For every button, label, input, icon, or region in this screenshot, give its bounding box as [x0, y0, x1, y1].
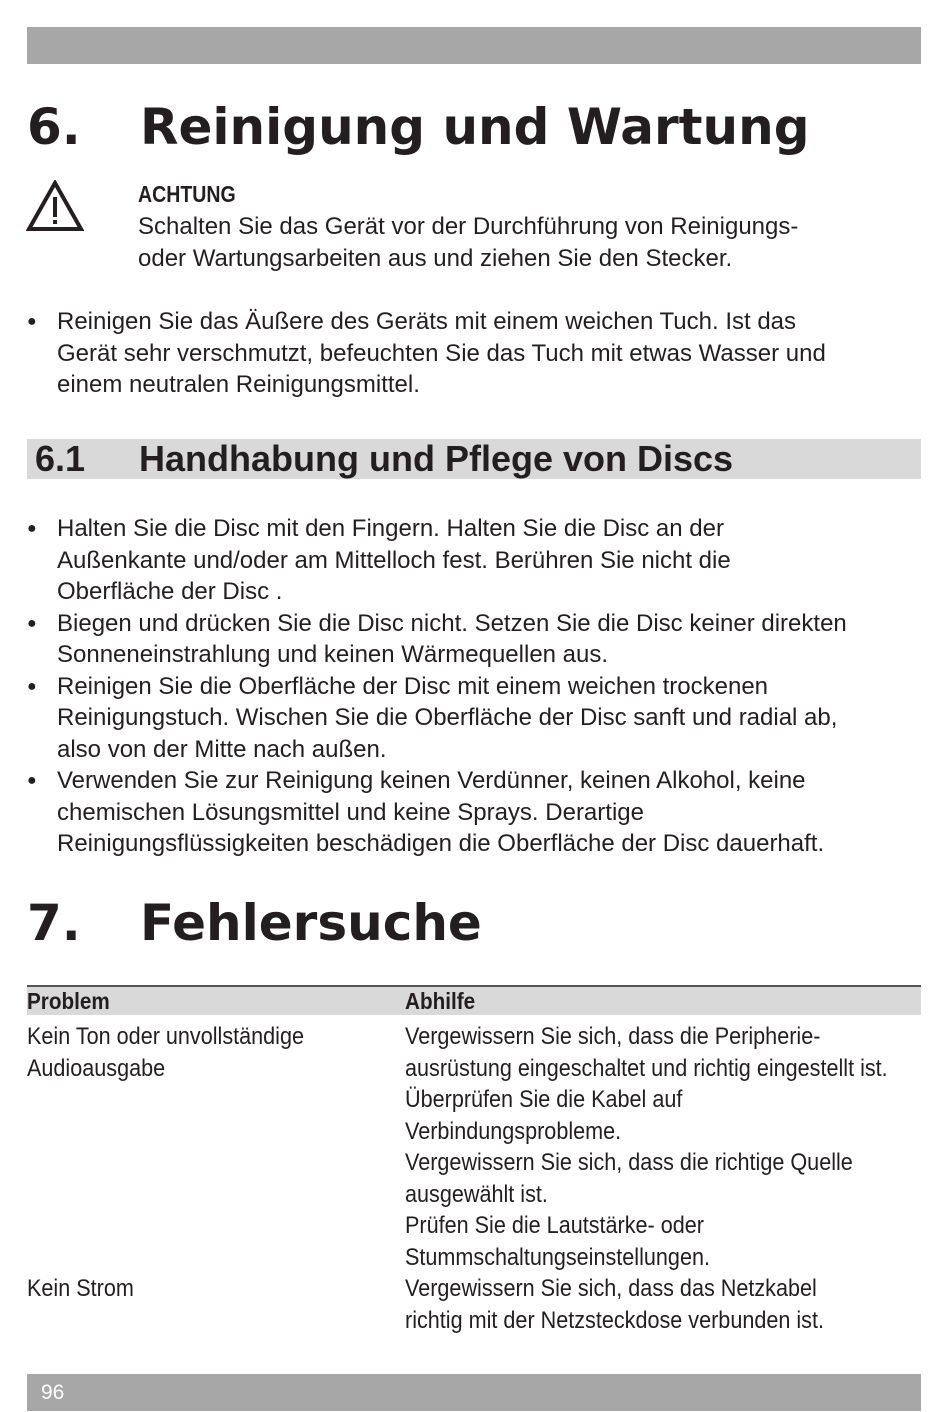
problem-cell: [27, 1021, 304, 1084]
remedy-cell: [405, 1021, 888, 1273]
cell-line: richtig mit der Netzsteckdose verbunden ist.: [405, 1306, 824, 1334]
list-item-line: Reinigungstuch. Wischen Sie die Oberfläche der Disc sanft und radial ab,: [57, 704, 838, 731]
warning-line: Schalten Sie das Gerät vor der Durchführung von Reinigungs-: [138, 213, 799, 240]
column-header-remedy: Abhilfe: [405, 988, 476, 1014]
bullet-icon: ●: [27, 520, 37, 537]
list-item-line: Reinigen Sie das Äußere des Geräts mit einem weichen Tuch. Ist das: [57, 308, 797, 335]
cell-line: ausrüstung eingeschaltet und richtig eingestellt ist.: [405, 1054, 888, 1082]
list-item-line: chemischen Lösungsmittel und keine Sprays. Derartige: [57, 798, 644, 826]
cell-line: Überprüfen Sie die Kabel auf: [405, 1086, 683, 1113]
list-item: [27, 671, 927, 766]
list-item-line: einem neutralen Reinigungsmittel.: [57, 371, 420, 398]
list-item-line: also von der Mitte nach außen.: [57, 735, 387, 763]
list-item-line: Außenkante und/oder am Mittelloch fest. Berühren Sie nicht die: [57, 546, 731, 574]
page-number: 96: [41, 1381, 65, 1404]
section-title: Handhabung und Pflege von Discs: [139, 438, 734, 479]
bullet-icon: ●: [27, 677, 37, 695]
problem-cell: [27, 1273, 134, 1305]
list-item: [27, 513, 927, 608]
bullet-icon: ●: [27, 614, 37, 632]
footer-bar: [27, 1374, 921, 1411]
list-item: [27, 765, 927, 860]
bullet-icon: ●: [27, 313, 37, 330]
column-header-problem: Problem: [27, 988, 110, 1014]
cell-line: Prüfen Sie die Lautstärke- oder: [405, 1212, 704, 1239]
cell-line: Vergewissern Sie sich, dass die richtige Quelle: [405, 1149, 853, 1176]
list-item-line: Biegen und drücken Sie die Disc nicht. Setzen Sie die Disc keiner direkten: [57, 609, 847, 637]
section-6-heading: [27, 97, 810, 157]
section-6-1-heading: [27, 439, 921, 479]
cell-line: Audioausgabe: [27, 1054, 166, 1082]
warning-title: ACHTUNG: [138, 181, 236, 207]
warning-line: oder Wartungsarbeiten aus und ziehen Sie den Stecker.: [138, 244, 733, 272]
bullet-icon: ●: [27, 772, 37, 789]
cell-line: ausgewählt ist.: [405, 1180, 548, 1208]
cleaning-bullet-list: [27, 306, 927, 401]
remedy-cell: [405, 1273, 824, 1336]
list-item-line: Gerät sehr verschmutzt, befeuchten Sie das Tuch mit etwas Wasser und: [57, 339, 826, 367]
list-item: [27, 306, 927, 401]
section-title: Reinigung und Wartung: [140, 98, 810, 156]
section-number: 6.: [27, 98, 81, 156]
warning-text: [138, 211, 898, 274]
list-item-line: Oberfläche der Disc .: [57, 578, 283, 605]
list-item-line: Halten Sie die Disc mit den Fingern. Halten Sie die Disc an der: [57, 515, 724, 542]
list-item-line: Reinigungsflüssigkeiten beschädigen die Oberfläche der Disc dauerhaft.: [57, 830, 825, 857]
cell-line: Kein Ton oder unvollständige: [27, 1023, 305, 1050]
cell-line: Verbindungsprobleme.: [405, 1117, 622, 1145]
cell-line: Kein Strom: [27, 1275, 134, 1302]
list-item-line: Reinigen Sie die Oberfläche der Disc mit einem weichen trockenen: [57, 672, 769, 700]
cell-line: Vergewissern Sie sich, dass die Peripherie-: [405, 1023, 821, 1050]
cell-line: Vergewissern Sie sich, dass das Netzkabel: [405, 1275, 817, 1302]
section-number: 6.1: [35, 438, 86, 479]
disc-care-bullet-list: [27, 513, 927, 860]
table-header: [27, 985, 921, 1015]
list-item: [27, 608, 927, 671]
list-item-line: Sonneneinstrahlung und keinen Wärmequellen aus.: [57, 641, 609, 668]
section-title: Fehlersuche: [140, 894, 482, 952]
header-bar: [27, 27, 921, 64]
cell-line: Stummschaltungseinstellungen.: [405, 1243, 710, 1271]
section-number: 7.: [27, 894, 81, 952]
list-item-line: Verwenden Sie zur Reinigung keinen Verdünner, keinen Alkohol, keine: [57, 767, 806, 794]
warning-triangle-icon: [26, 180, 84, 232]
section-7-heading: [27, 893, 482, 953]
